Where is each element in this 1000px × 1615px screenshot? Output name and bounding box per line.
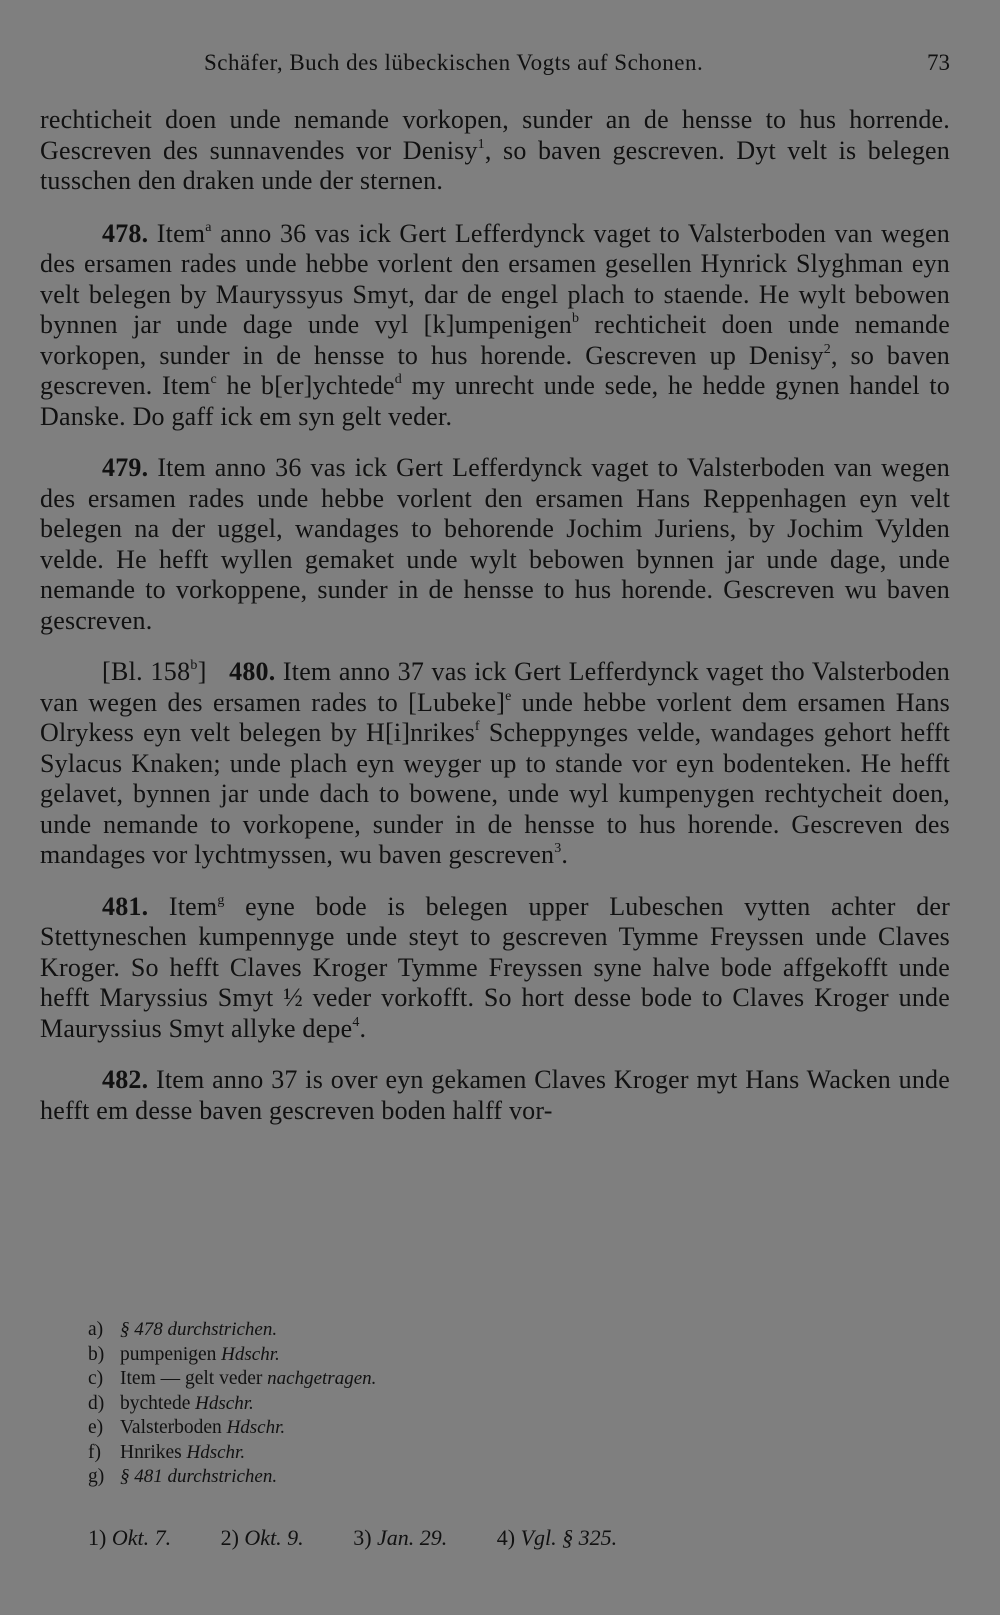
footnote-ref: e	[505, 688, 512, 704]
entry-478: 478. Item$^a$ anno 36 vas ick Gert Lefferdynck vaget to Valsterboden van wegen des ersamen rades unde hebbe vorlent den ersamen gesellen Hynrick Slyghman eyn velt belegen by Mauryssyus Smyt, dar de engel plach to staende. He wylt bebowen bynnen jar unde dage unde vyl [k]umpenigen$^b$ rechticheit doen unde nemande vorkopen, sunder in de hensse to hus horende. Gescreven up Denisy$^2$, so baven gescreven. Item$^c$ he b[er]ychtede$^d$ my unrecht unde sede, he hedde gynen handel to Danske. Do gaff ick em syn gelt veder.	[40, 218, 951, 431]
entry-number: 478.	[102, 218, 149, 248]
entry-482: 482. Item anno 37 is over eyn gekamen Claves Kroger myt Hans Wacken unde hefft em desse baven gescreven boden halff vor-	[40, 1065, 950, 1125]
date-note: 1) Okt. 7.	[88, 1525, 172, 1550]
footnote: c) Item — gelt veder nachgetragen.	[88, 1368, 377, 1389]
date-note: 2) Okt. 9.	[220, 1525, 304, 1550]
entry-480: [Bl. 158$^b$] 480. Item anno 37 vas ick Gert Lefferdynck vaget tho Valsterboden van wegen des ersamen rades to [Lubeke]$^e$ unde hebbe vorlent dem ersamen Hans Olrykess eyn velt belegen by H[i]nrikes$^f$ Scheppynges velde, wandages gehort hefft Sylacus Knaken; unde plach eyn weyger up to stande vor eyn bodenteken. He hefft gelavet, bynnen jar unde dach to bowene, unde wyl kumpenygen rechtycheit doen, unde nemande to vorkopene, sunder in de hensse to hus horende. Gescreven des mandages vor lychtmyssen, wu baven gescreven$^3$.	[40, 657, 951, 869]
date-notes	[88, 1525, 788, 1551]
footnote-ref: 2	[823, 341, 831, 357]
folio-reference: [Bl. 158$^b$]	[102, 657, 207, 686]
footnote-ref: 3	[554, 841, 562, 856]
running-header	[44, 50, 950, 84]
entry-number: 482.	[102, 1065, 149, 1094]
footnote: e) Valsterboden Hdschr.	[88, 1417, 286, 1438]
footnote: d) bychtede Hdschr.	[88, 1392, 254, 1414]
textual-footnotes	[88, 1318, 788, 1490]
footnote-ref: g	[217, 892, 225, 908]
entry-number: 479.	[102, 453, 149, 482]
footnote-ref: f	[474, 719, 480, 734]
footnote: f) Hnrikes Hdschr.	[88, 1441, 246, 1463]
entry-number: 481.	[102, 891, 149, 921]
entry-481: 481. Item$^g$ eyne bode is belegen upper Lubeschen vytten achter der Stettyneschen kumpennyge unde steyt to gescreven Tymme Freyssen unde Claves Kroger. So hefft Claves Kroger Tymme Freyssen syne halve bode affgekofft unde hefft Maryssius Smyt ½ veder vorkofft. So hort desse bode to Claves Kroger unde Mauryssius Smyt allyke depe$^4$.	[40, 891, 950, 1043]
page-number: 73	[927, 50, 950, 75]
entry-479: 479. Item anno 36 vas ick Gert Lefferdynck vaget to Valsterboden van wegen des ersamen rades unde hebbe vorlent den ersamen Hans Reppenhagen eyn velt belegen na der uggel, wandages to behorende Jochim Juriens, by Jochim Vylden velde. He hefft wyllen gemaket unde wylt bebowen bynnen jar unde dage, unde nemande to vorkoppene, sunder in de hensse to hus horende. Gescreven wu baven gescreven.	[40, 453, 950, 635]
footnote: a) § 478 durchstrichen.	[88, 1319, 278, 1340]
running-title: Schäfer, Buch des lübeckischen Vogts auf Schonen.	[204, 50, 704, 75]
paragraph-continuation: rechticheit doen unde nemande vorkopen, sunder an de hensse to hus horrende. Gescreven des sunnavendes vor Denisy$^1$, so baven gescreven. Dyt velt is belegen tusschen den draken unde der sternen.	[40, 105, 950, 195]
footnote-ref: 1	[477, 136, 485, 152]
main-text	[40, 105, 950, 1147]
footnote: b) pumpenigen Hdschr.	[88, 1343, 280, 1365]
entry-number: 480.	[229, 657, 276, 686]
date-note: 4) Vgl. § 325.	[496, 1525, 618, 1550]
date-note: 3) Jan. 29.	[353, 1525, 448, 1550]
footnote-ref: a	[205, 219, 212, 235]
footnote-ref: c	[210, 372, 217, 387]
footnote-ref: d	[394, 372, 402, 387]
footnote-ref: 4	[352, 1014, 360, 1030]
footnote-ref: b	[571, 311, 580, 326]
footnote: g) § 481 durchstrichen.	[88, 1466, 278, 1487]
